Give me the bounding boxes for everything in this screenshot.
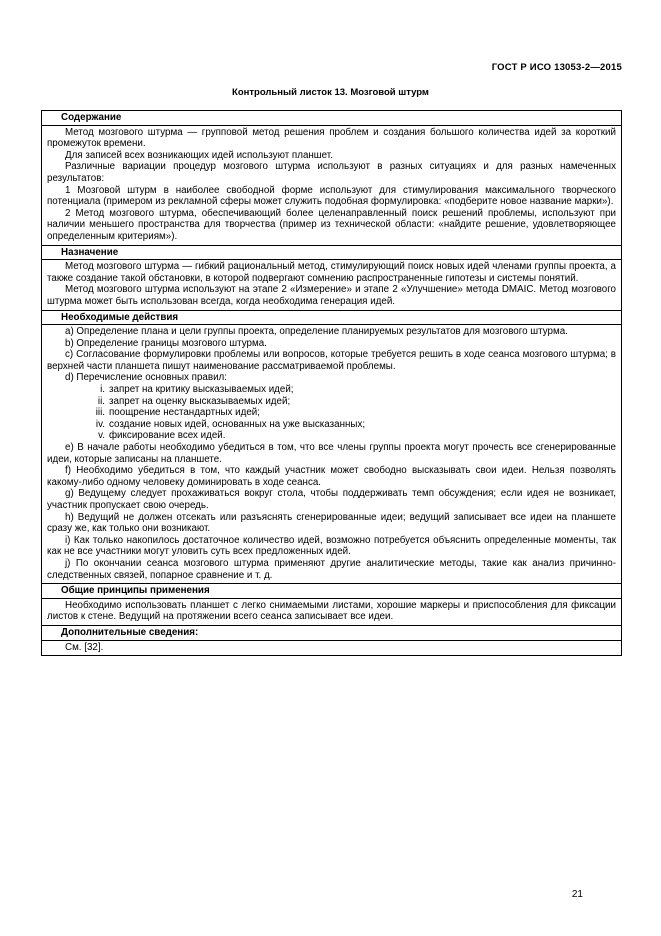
paragraph: j) По окончании сеанса мозгового штурма применяют другие аналитические методы, такие как анализ причинно-следственных связей, попарное сравнение и т. д. <box>47 557 616 581</box>
section-body <box>42 325 621 583</box>
section-additional-info <box>42 625 621 655</box>
list-item-number: iii. <box>95 407 105 419</box>
list-item <box>47 396 616 408</box>
section-purpose <box>42 245 621 310</box>
paragraph: h) Ведущий не должен отсекать или разъяснять сгенерированные идеи; ведущий записывает все идеи на планшете сразу же, как только они возникают. <box>47 511 616 535</box>
list-item-text: запрет на критику высказываемых идей; <box>109 384 294 396</box>
list-item-number: ii. <box>97 395 105 407</box>
paragraph: c) Согласование формулировки проблемы или вопросов, которые требуется решить в ходе сеанса мозгового штурма; в верхней части планшета пишут наименование рассматриваемой проблемы. <box>47 349 616 372</box>
list-item <box>47 407 616 419</box>
paragraph: a) Определение плана и цели группы проекта, определение планируемых результатов для мозгового штурма. <box>65 326 568 338</box>
page-title: Контрольный листок 13. Мозговой штурм <box>232 87 429 98</box>
paragraph: 2 Метод мозгового штурма, обеспечивающий более целенаправленный поиск решений проблемы, используют при наличии меньшего пространства для творчества (пример из технической области: «найдите решение, удовлетворяющее определенным критериям»). <box>47 207 616 242</box>
section-heading: Назначение <box>42 246 621 261</box>
section-heading: Общие принципы применения <box>42 584 621 599</box>
list-item-text: создание новых идей, основанных на уже высказанных; <box>109 418 366 430</box>
list-item-number: v. <box>98 430 105 442</box>
section-general-principles <box>42 583 621 625</box>
list-item <box>47 384 616 396</box>
doc-code-header: ГОСТ Р ИСО 13053-2—2015 <box>491 62 622 73</box>
list-item-text: запрет на оценку высказываемых идей; <box>109 395 291 407</box>
page-number: 21 <box>571 889 583 900</box>
section-contents <box>42 111 621 245</box>
paragraph: e) В начале работы необходимо убедиться в том, что все члены группы проекта могут прочесть все сгенерированные идеи, которые записаны на планшете. <box>47 442 616 465</box>
section-heading: Необходимые действия <box>42 311 621 326</box>
paragraph: Метод мозгового штурма — групповой метод решения проблем и создания большого количества идей за короткий промежуток времени. <box>47 126 616 150</box>
rules-sublist <box>47 384 616 442</box>
paragraph: 1 Мозговой штурм в наиболее свободной форме используют для стимулирования максимального творческого потенциала (примером из рекламной сферы может служить подобная формулировка: «подберите новое название марки»). <box>47 184 616 208</box>
paragraph: Необходимо использовать планшет с легко снимаемыми листами, хорошие маркеры и приспособления для фиксации листов к стене. Ведущий на протяжении всего сеанса записывает все идеи. <box>47 599 616 623</box>
list-item-number: i. <box>100 384 105 396</box>
paragraph: См. [32]. <box>65 641 104 653</box>
section-body <box>42 260 621 309</box>
section-required-actions <box>42 310 621 584</box>
paragraph: b) Определение границы мозгового штурма. <box>65 337 267 349</box>
paragraph: f) Необходимо убедиться в том, что каждый участник может свободно высказывать свои идеи. Нельзя позволять какому-либо одному человеку доминировать в ходе сеанса. <box>47 465 616 488</box>
paragraph: d) Перечисление основных правил: <box>65 372 227 384</box>
control-sheet-table <box>41 110 622 656</box>
paragraph: i) Как только накопилось достаточное количество идей, возможно потребуется объяснить определенные моменты, так как не все участники могут уловить суть всех предложенных идей. <box>47 534 616 558</box>
list-item <box>47 419 616 431</box>
section-body <box>42 599 621 625</box>
list-item-number: iv. <box>95 418 105 430</box>
section-heading: Содержание <box>42 111 621 126</box>
list-item <box>47 430 616 442</box>
list-item-text: поощрение нестандартных идей; <box>109 407 260 419</box>
section-body <box>42 641 621 656</box>
paragraph: Метод мозгового штурма — гибкий рациональный метод, стимулирующий поиск новых идей членами группы проекта, а также создание такой обстановки, в которой подвергают сомнению распространенные гипотезы и системы понятий. <box>47 261 616 284</box>
paragraph: Для записей всех возникающих идей используют планшет. <box>65 149 333 161</box>
list-item-text: фиксирование всех идей. <box>109 430 226 442</box>
paragraph: g) Ведущему следует прохаживаться вокруг стола, чтобы поддерживать темп обсуждения; если идея не возникает, участник пропускает свою очередь. <box>47 488 616 511</box>
section-body <box>42 126 621 245</box>
paragraph: Различные вариации процедур мозгового штурма используют в разных ситуациях и для разных намеченных результатов: <box>47 161 616 184</box>
paragraph: Метод мозгового штурма используют на этапе 2 «Измерение» и этапе 2 «Улучшение» метода DMAIC. Метод мозгового штурма может быть использован всегда, когда необходима генерация идей. <box>47 284 616 307</box>
section-heading: Дополнительные сведения: <box>42 626 621 641</box>
